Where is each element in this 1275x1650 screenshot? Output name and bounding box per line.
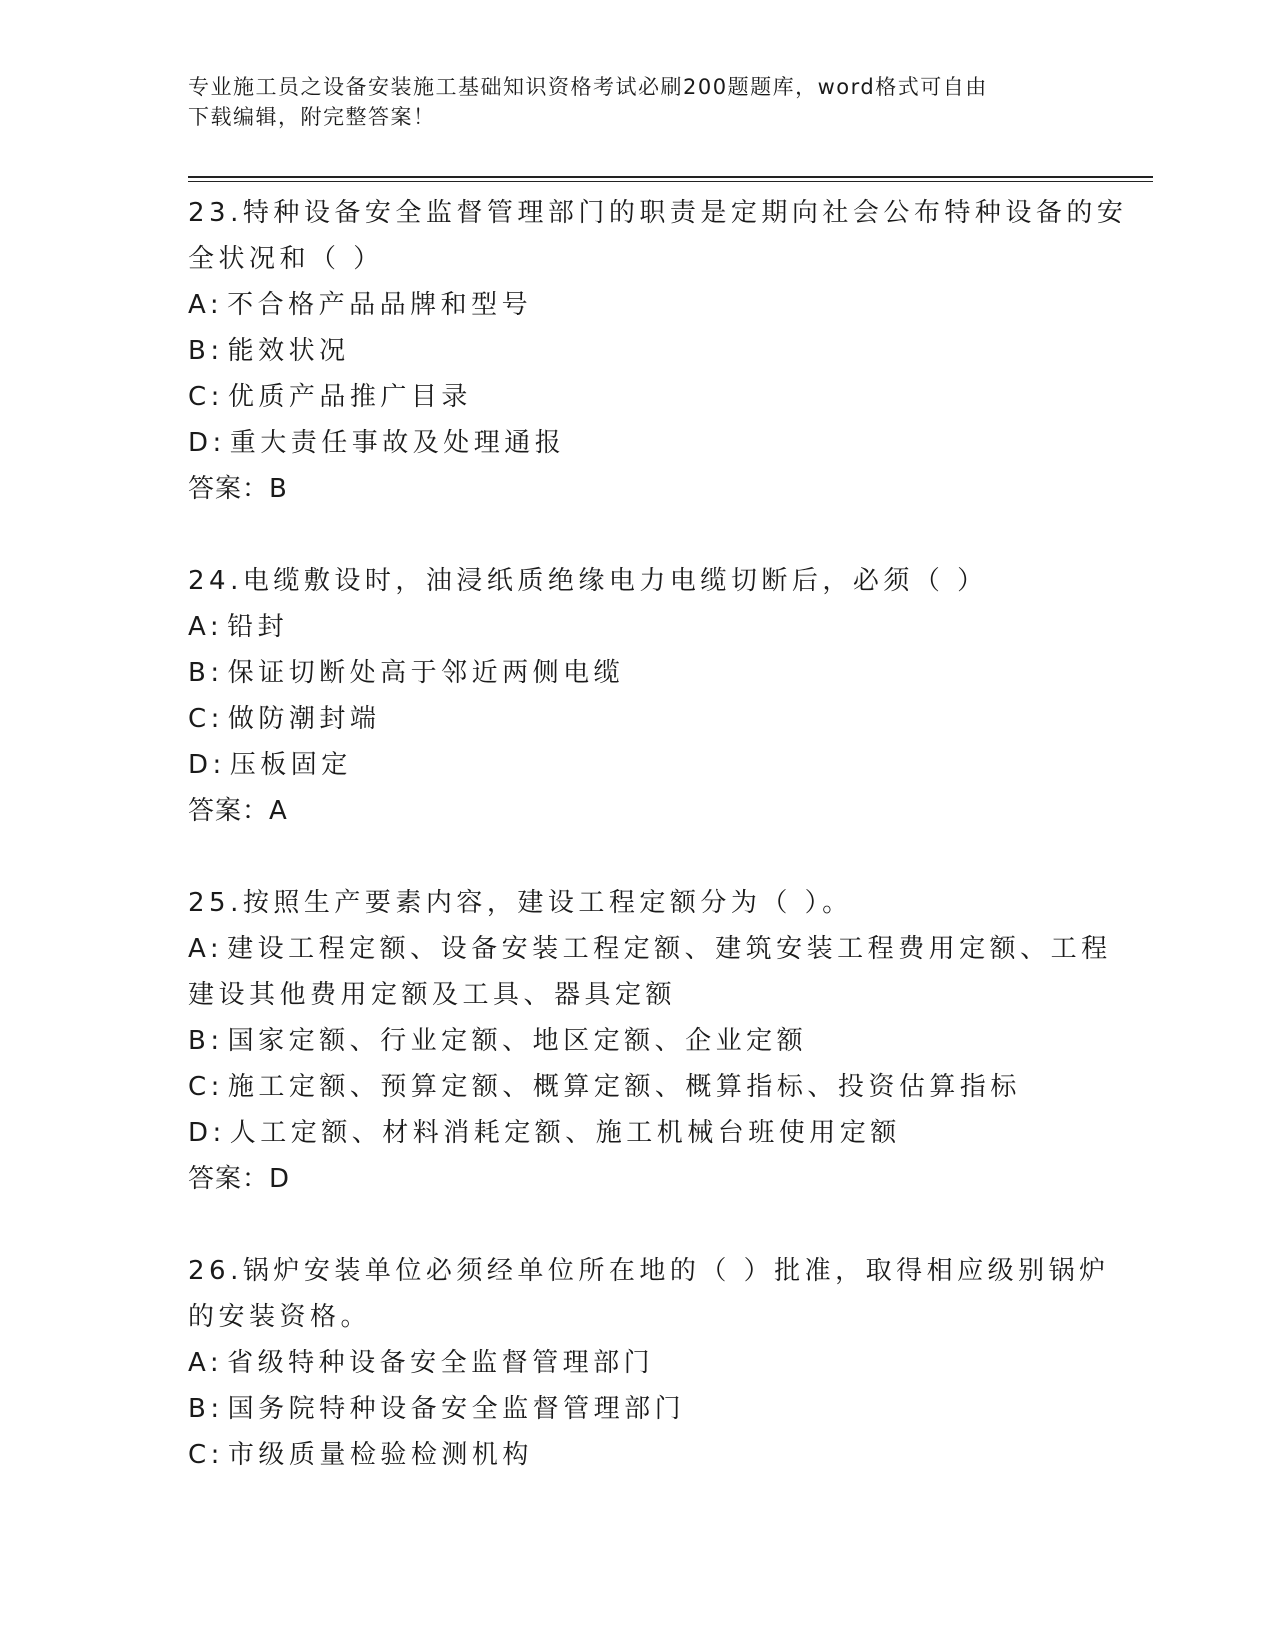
option-letter: B:	[188, 1026, 224, 1056]
option-letter: C:	[188, 1072, 224, 1102]
option-letter: D:	[188, 428, 226, 458]
option-letter: C:	[188, 704, 224, 734]
header-divider-thin	[188, 181, 1153, 182]
answer: 答案：D	[188, 1164, 291, 1194]
question-stem: 25.按照生产要素内容，建设工程定额分为（ ）。	[188, 888, 853, 918]
header-divider	[188, 176, 1153, 178]
option-text: 建设工程定额、设备安装工程定额、建筑安装工程费用定额、工程	[227, 934, 1112, 964]
question-stem: 23.特种设备安全监督管理部门的职责是定期向社会公布特种设备的安	[188, 198, 1128, 228]
question-24	[188, 558, 1088, 834]
option-a-cont: 建设其他费用定额及工具、器具定额	[188, 980, 677, 1010]
header-line-2: 下载编辑，附完整答案！	[188, 105, 436, 129]
option-a	[188, 282, 1088, 328]
question-23	[188, 190, 1128, 512]
option-text: 重大责任事故及处理通报	[229, 428, 566, 458]
option-c	[188, 1064, 1088, 1110]
option-letter: A:	[188, 290, 224, 320]
header-line-1: 专业施工员之设备安装施工基础知识资格考试必刷200题题库，word格式可自由	[188, 75, 988, 99]
option-text: 施工定额、预算定额、概算定额、概算指标、投资估算指标	[227, 1072, 1021, 1102]
option-letter: C:	[188, 382, 224, 412]
option-text: 压板固定	[229, 750, 352, 780]
option-d	[188, 420, 1088, 466]
question-stem-cont: 全状况和（ ）	[188, 244, 384, 274]
option-a	[188, 604, 1088, 650]
option-text: 铅封	[227, 612, 289, 642]
option-letter: B:	[188, 336, 224, 366]
question-25	[188, 880, 1112, 1202]
option-text: 保证切断处高于邻近两侧电缆	[227, 658, 625, 688]
option-letter: D:	[188, 750, 226, 780]
option-b	[188, 1018, 1088, 1064]
question-stem-cont: 的安装资格。	[188, 1302, 372, 1332]
option-letter: B:	[188, 1394, 224, 1424]
option-c	[188, 1432, 1088, 1478]
document-header	[188, 72, 1088, 132]
question-26	[188, 1248, 1110, 1478]
option-text: 能效状况	[227, 336, 350, 366]
option-a	[188, 926, 1112, 972]
option-text: 国家定额、行业定额、地区定额、企业定额	[227, 1026, 808, 1056]
option-letter: A:	[188, 1348, 224, 1378]
question-stem: 26.锅炉安装单位必须经单位所在地的（ ）批准，取得相应级别锅炉	[188, 1256, 1110, 1286]
option-d	[188, 742, 1088, 788]
option-text: 国务院特种设备安全监督管理部门	[227, 1394, 686, 1424]
option-letter: A:	[188, 934, 224, 964]
question-list	[188, 190, 1128, 1524]
option-text: 市级质量检验检测机构	[227, 1440, 533, 1470]
option-letter: B:	[188, 658, 224, 688]
answer: 答案：A	[188, 796, 288, 826]
answer: 答案：B	[188, 474, 288, 504]
option-c	[188, 374, 1088, 420]
option-text: 不合格产品品牌和型号	[227, 290, 533, 320]
question-stem: 24.电缆敷设时，油浸纸质绝缘电力电缆切断后，必须（ ）	[188, 566, 988, 596]
option-a	[188, 1340, 1088, 1386]
option-b	[188, 650, 1088, 696]
option-text: 做防潮封端	[227, 704, 381, 734]
option-b	[188, 1386, 1088, 1432]
option-text: 优质产品推广目录	[227, 382, 472, 412]
option-letter: C:	[188, 1440, 224, 1470]
option-text: 人工定额、材料消耗定额、施工机械台班使用定额	[229, 1118, 901, 1148]
option-letter: A:	[188, 612, 224, 642]
option-c	[188, 696, 1088, 742]
option-letter: D:	[188, 1118, 226, 1148]
option-d	[188, 1110, 1088, 1156]
option-text: 省级特种设备安全监督管理部门	[227, 1348, 655, 1378]
option-b	[188, 328, 1088, 374]
